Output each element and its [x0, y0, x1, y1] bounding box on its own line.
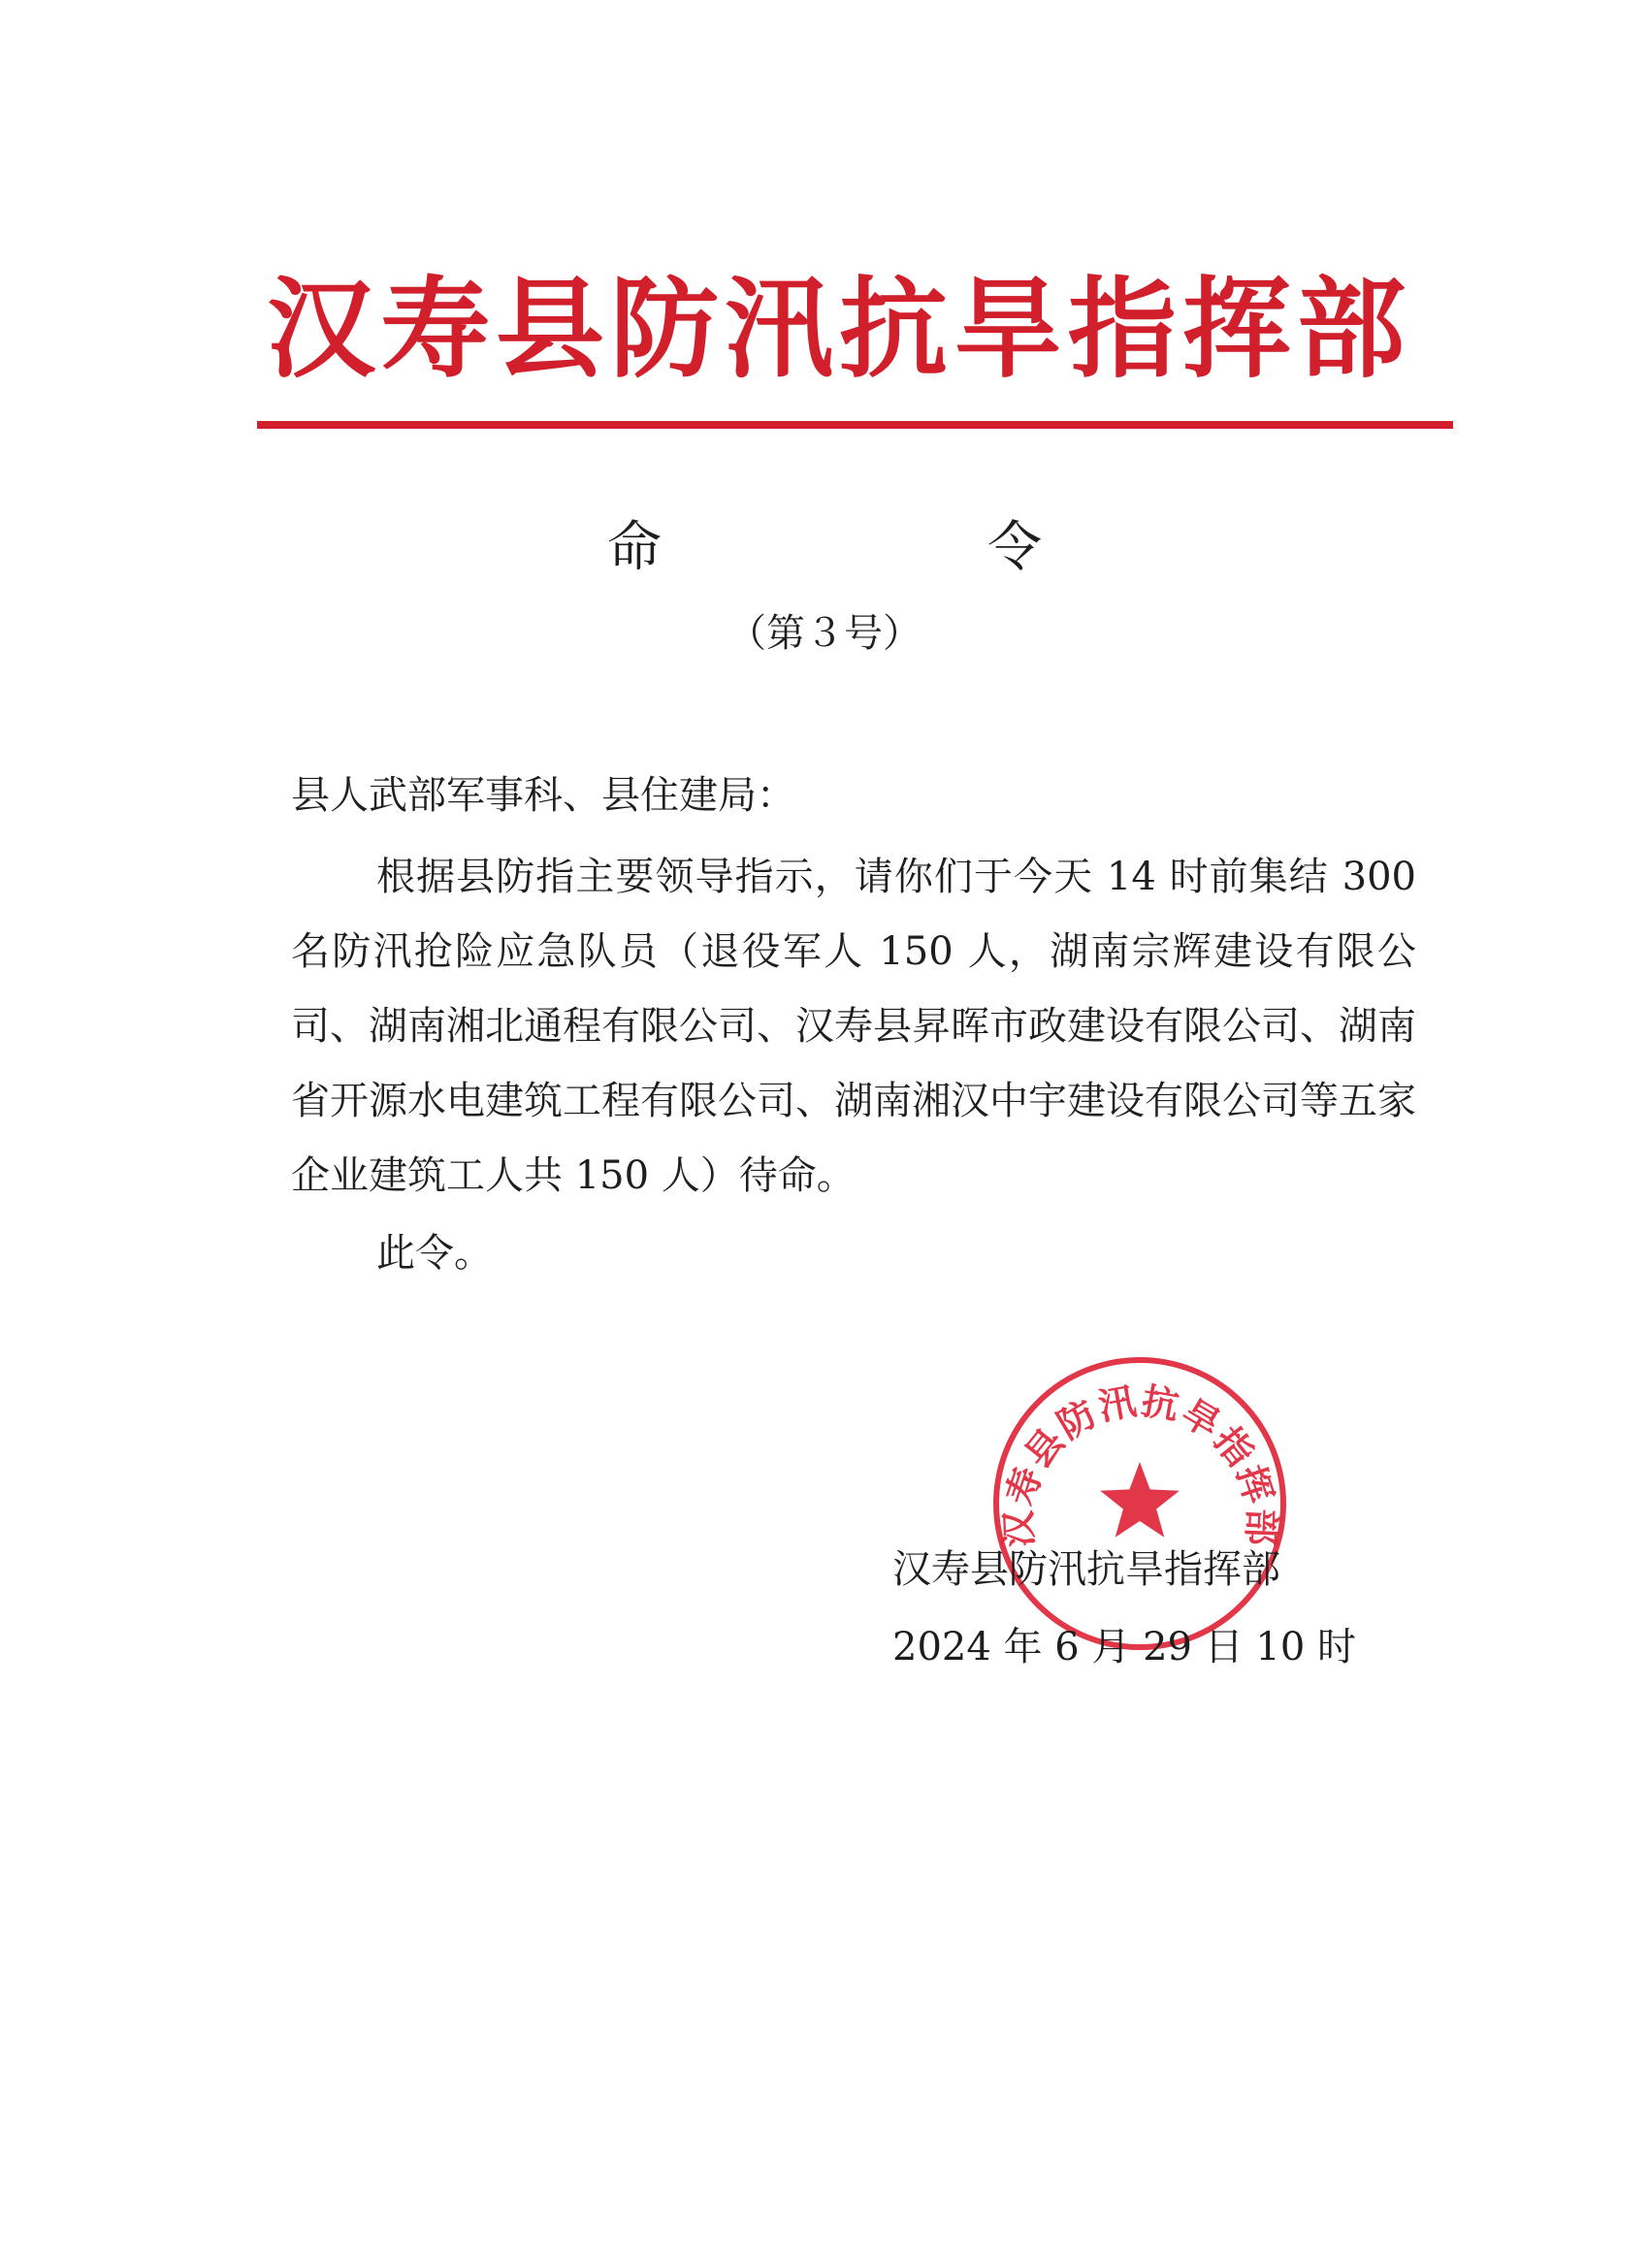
- document-type: 命 令: [607, 516, 1178, 579]
- official-seal: [989, 1353, 1290, 1654]
- body-paragraph: 根据县防指主要领导指示，请你们于今天 14 时前集结 300 名防汛抢险应急队员（退役军人 150 人，湖南宗辉建设有限公司、湖南湘北通程有限公司、汉寿县昇晖市政建设有限公司、湖南省开源水电建筑工程有限公司、湖南湘汉中宇建设有限公司等五家企业建筑工人共 150 人）待命。: [291, 855, 1416, 1198]
- signature-org: 汉寿县防汛抗旱指挥部: [892, 1547, 1280, 1592]
- recipient-line: 县人武部军事科、县住建局：: [291, 773, 795, 818]
- closing-line: 此令。: [376, 1231, 493, 1276]
- seal-text: 汉寿县防汛抗旱指挥部: [996, 1379, 1283, 1548]
- letterhead-title: 汉寿县防汛抗旱指挥部: [267, 267, 1411, 393]
- signature-date: 2024 年 6 月 29 日 10 时: [892, 1625, 1357, 1669]
- letterhead-rule: [257, 421, 1453, 429]
- body-text: [291, 840, 1416, 1214]
- document-number: （第３号）: [728, 611, 922, 656]
- star-icon: [1100, 1462, 1180, 1538]
